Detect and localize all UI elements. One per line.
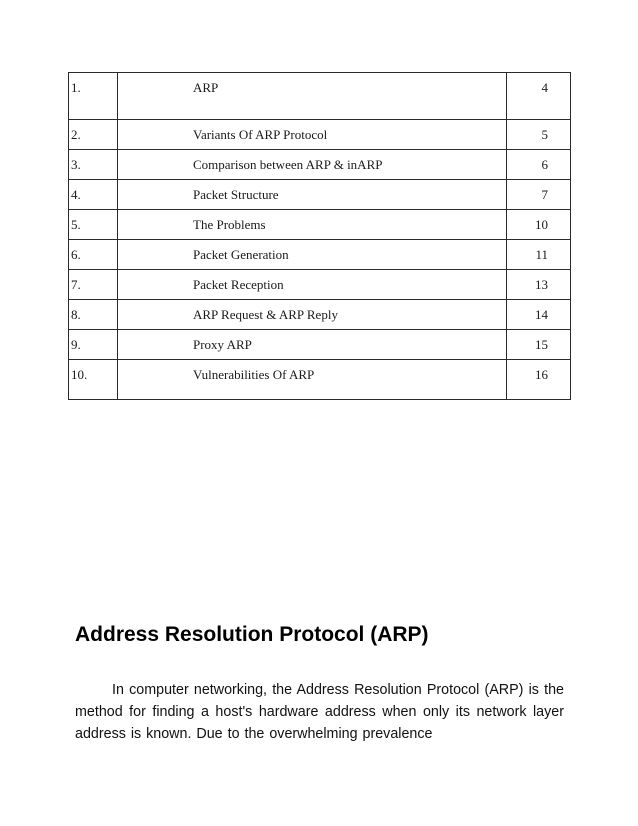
table-of-contents [68, 72, 571, 400]
toc-row-page: 7 [507, 180, 571, 210]
toc-row-page: 11 [507, 240, 571, 270]
toc-row-page: 14 [507, 300, 571, 330]
toc-row-page: 15 [507, 330, 571, 360]
toc-row-page: 13 [507, 270, 571, 300]
toc-row-title: Packet Generation [118, 240, 507, 270]
toc-row [69, 73, 571, 120]
toc-row [69, 330, 571, 360]
toc-row-title: Proxy ARP [118, 330, 507, 360]
toc-row-title: Variants Of ARP Protocol [118, 120, 507, 150]
toc-row-page: 6 [507, 150, 571, 180]
toc-row-number: 6. [69, 240, 118, 270]
toc-row [69, 300, 571, 330]
toc-row-page: 10 [507, 210, 571, 240]
toc-row [69, 270, 571, 300]
toc-row-title: ARP [118, 73, 507, 120]
toc-row [69, 180, 571, 210]
toc-row-number: 7. [69, 270, 118, 300]
toc-row-page: 16 [507, 360, 571, 400]
toc-row [69, 210, 571, 240]
toc-row-title: Vulnerabilities Of ARP [118, 360, 507, 400]
toc-row [69, 150, 571, 180]
toc-row-title: Packet Structure [118, 180, 507, 210]
section-heading: Address Resolution Protocol (ARP) [75, 623, 429, 646]
toc-row-number: 4. [69, 180, 118, 210]
toc-row-number: 8. [69, 300, 118, 330]
toc-row-title: Packet Reception [118, 270, 507, 300]
toc-row-number: 9. [69, 330, 118, 360]
body-paragraph: In computer networking, the Address Resolution Protocol (ARP) is the method for finding a host's hardware address when only its network layer address is known. Due to the overwhelming prevalence [75, 682, 564, 742]
toc-row-page: 4 [507, 73, 571, 120]
toc-row-title: ARP Request & ARP Reply [118, 300, 507, 330]
toc-row-title: Comparison between ARP & inARP [118, 150, 507, 180]
toc-row [69, 360, 571, 400]
toc-row-number: 5. [69, 210, 118, 240]
toc-row-number: 2. [69, 120, 118, 150]
toc-row-number: 1. [69, 73, 118, 120]
toc-row [69, 240, 571, 270]
toc-row-number: 3. [69, 150, 118, 180]
toc-row-page: 5 [507, 120, 571, 150]
toc-row-title: The Problems [118, 210, 507, 240]
toc-row [69, 120, 571, 150]
toc-row-number: 10. [69, 360, 118, 400]
